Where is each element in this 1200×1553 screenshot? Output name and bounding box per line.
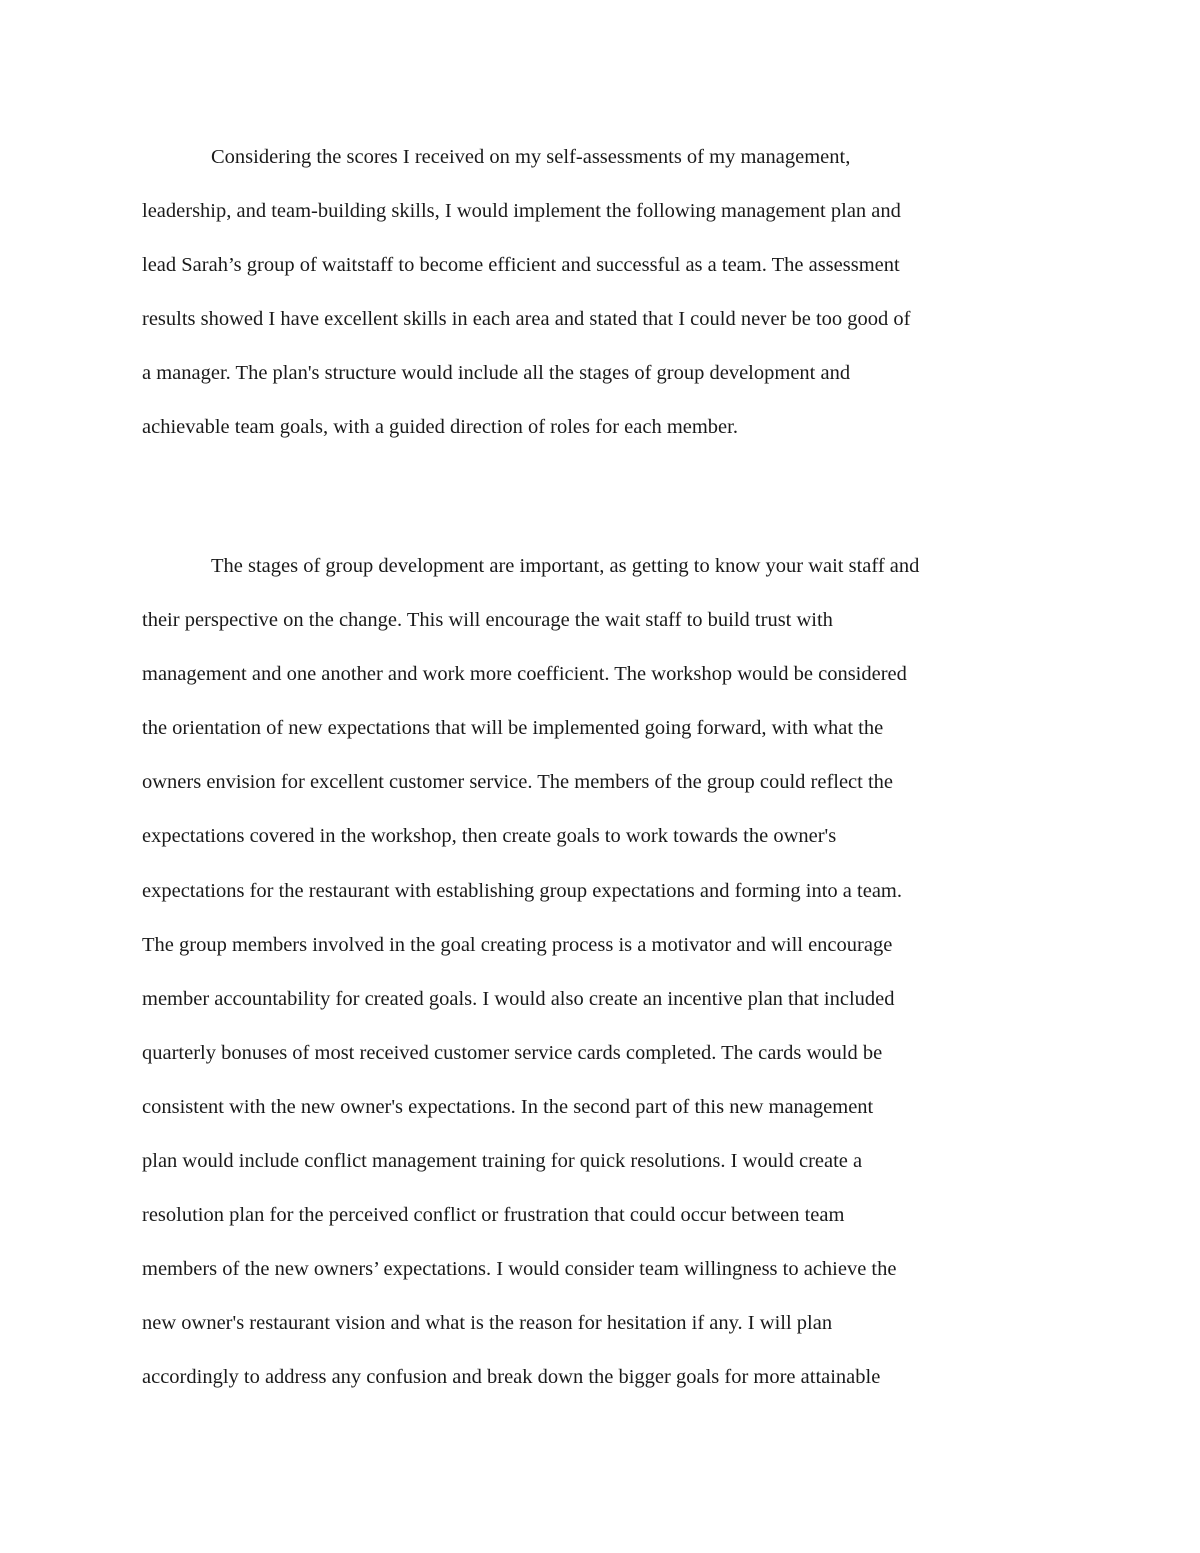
text-line: achievable team goals, with a guided direction of roles for each member. [142, 416, 738, 439]
text-line: quarterly bonuses of most received customer service cards completed. The cards would be [142, 1041, 883, 1064]
text-line: a manager. The plan's structure would include all the stages of group development and [142, 362, 851, 385]
text-line: members of the new owners’ expectations. I would consider team willingness to achieve the [142, 1258, 897, 1281]
text-line: the orientation of new expectations that will be implemented going forward, with what the [142, 717, 884, 740]
text-line: leadership, and team-building skills, I would implement the following management plan and [142, 200, 901, 223]
text-line: results showed I have excellent skills in each area and stated that I could never be too good of [142, 308, 911, 331]
text-line: their perspective on the change. This will encourage the wait staff to build trust with [142, 609, 833, 632]
text-line: lead Sarah’s group of waitstaff to become efficient and successful as a team. The assessment [142, 254, 900, 277]
paragraph-management-plan [142, 147, 1072, 472]
text-line: consistent with the new owner's expectations. In the second part of this new management [142, 1095, 874, 1118]
paragraph-group-development [142, 556, 1072, 1422]
text-line: resolution plan for the perceived conflict or frustration that could occur between team [142, 1204, 845, 1227]
text-line: accordingly to address any confusion and break down the bigger goals for more attainable [142, 1366, 881, 1389]
text-line: plan would include conflict management training for quick resolutions. I would create a [142, 1150, 863, 1173]
text-line: owners envision for excellent customer service. The members of the group could reflect the [142, 771, 894, 794]
text-line: management and one another and work more coefficient. The workshop would be considered [142, 663, 907, 686]
text-line: expectations covered in the workshop, then create goals to work towards the owner's [142, 825, 837, 848]
text-line: The stages of group development are important, as getting to know your wait staff and [211, 555, 920, 577]
text-line: member accountability for created goals. I would also create an incentive plan that included [142, 987, 895, 1010]
text-line: The group members involved in the goal creating process is a motivator and will encourage [142, 933, 893, 956]
text-line: expectations for the restaurant with establishing group expectations and forming into a team. [142, 879, 902, 902]
text-line: new owner's restaurant vision and what is the reason for hesitation if any. I will plan [142, 1312, 833, 1335]
text-line: Considering the scores I received on my self-assessments of my management, [211, 146, 851, 168]
